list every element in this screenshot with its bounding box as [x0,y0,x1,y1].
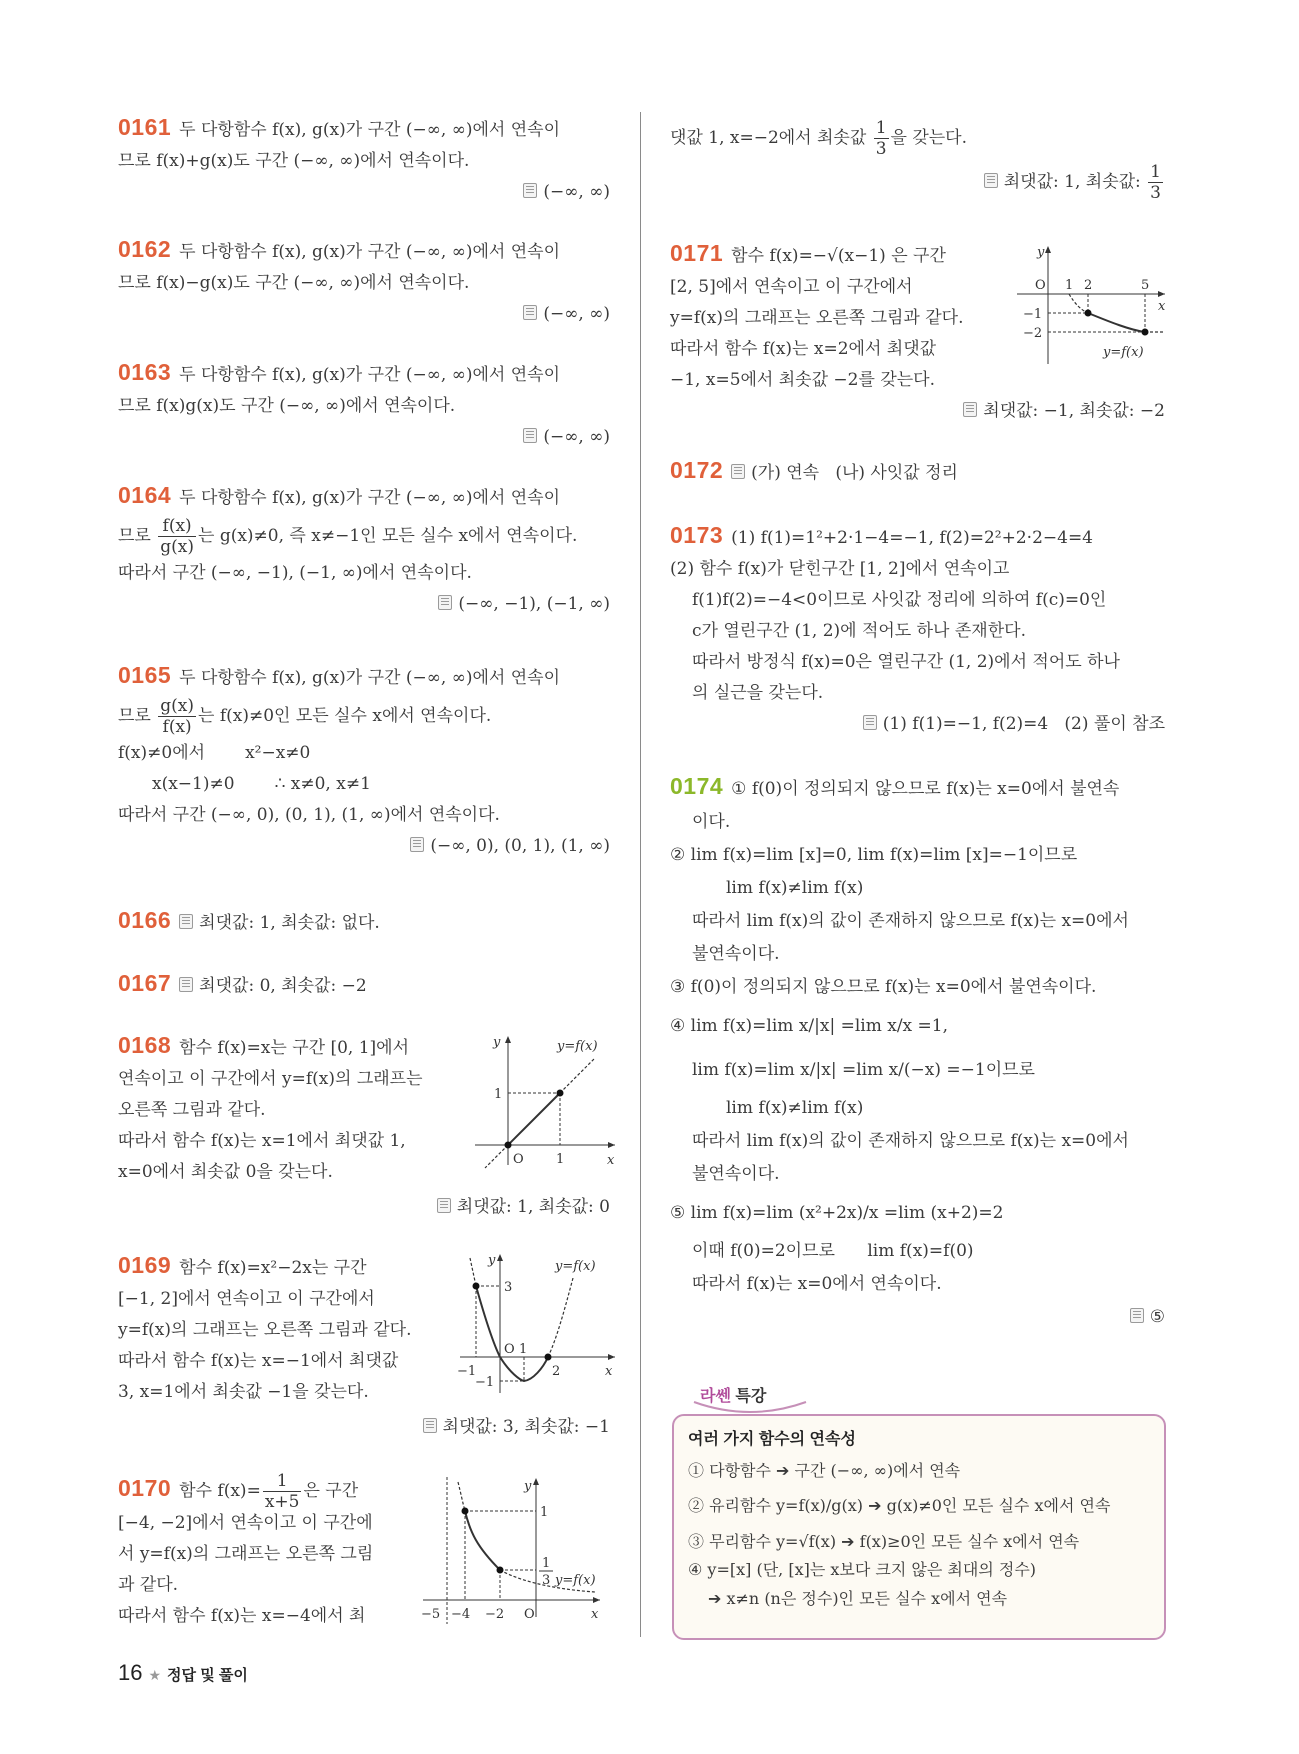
tip-item: ➔ x≠n (n은 정수)인 모든 실수 x에서 연속 [708,1589,1008,1608]
tip-item: ② 유리함수 y=f(x)/g(x) ➔ g(x)≠0인 모든 실수 x에서 연속 [688,1496,1111,1515]
solution-text: 과 같다. [118,1575,179,1595]
x-axis-label: x [1158,299,1166,314]
problem-number: 0161 [118,114,172,140]
answer-icon [963,402,977,417]
solution-text: 함수 f(x)=x는 구간 [0, 1]에서 [179,1038,410,1058]
answer [118,177,610,208]
answer-text: 최댓값: 0, 최솟값: −2 [199,976,367,996]
x-tick: 2 [1084,278,1093,293]
solution-text: (1) f(1)=1²+2·1−4=−1, f(2)=2²+2·2−4=4 [731,528,1094,548]
problem-number: 0171 [670,240,724,266]
answer-icon [423,1418,437,1433]
numerator: 1 [875,118,887,138]
denominator: f(x) [162,717,192,737]
answer [118,589,610,620]
star-icon: ★ [148,1667,162,1683]
answer-icon [179,977,193,992]
solution-text: 므로 [118,526,151,546]
y-tick: −2 [1023,326,1043,341]
tip-tag-brand: 라쎈 [700,1388,731,1405]
answer [118,299,610,330]
curve-label: y=f(x) [557,1039,598,1054]
answer [118,1412,610,1443]
solution-text: 따라서 lim f(x)의 값이 존재하지 않으므로 f(x)는 x=0에서 [692,1131,1129,1151]
tip-content [688,1424,1158,1614]
solution-text: 두 다항함수 f(x), g(x)가 구간 (−∞, ∞)에서 연속이 [179,120,561,140]
denominator: g(x) [160,537,194,557]
y-tick: 1 [540,1505,549,1520]
denominator: x+5 [264,1492,300,1512]
numerator: f(x) [158,516,196,537]
solution-text: x=0에서 최솟값 0을 갖는다. [118,1162,333,1182]
graph-0171 [1015,242,1185,367]
origin-label: O [504,1342,515,1357]
problem-0165 [118,660,610,862]
page-footer [118,1660,248,1686]
solution-text: lim f(x)≠lim f(x) [726,1098,864,1118]
solution-text: 을 갖는다. [890,128,968,148]
solution-text: 불연속이다. [692,944,780,964]
numerator: 1 [1150,162,1161,182]
answer-icon [523,305,537,320]
solution-text: 서 y=f(x)의 그래프는 오른쪽 그림 [118,1544,374,1564]
x-axis-label: x [605,1364,613,1379]
y-axis-label: y [488,1253,496,1268]
solution-text: 따라서 구간 (−∞, 0), (0, 1), (1, ∞)에서 연속이다. [118,805,500,825]
solution-text: ④ lim f(x)=lim x/|x| =lim x/x =1, [670,1016,949,1036]
solution-text: 따라서 함수 f(x)는 x=1에서 최댓값 1, [118,1131,406,1151]
solution-text: lim f(x)=lim x/|x| =lim x/(−x) =−1이므로 [692,1060,1035,1080]
tip-title: 여러 가지 함수의 연속성 [688,1431,856,1448]
problem-number: 0164 [118,482,172,508]
solution-text: 따라서 방정식 f(x)=0은 열린구간 (1, 2)에서 적어도 하나 [692,652,1120,672]
solution-text: 3, x=1에서 최솟값 −1을 갖는다. [118,1382,369,1402]
solution-text: x²−x≠0 [245,743,311,763]
solution-text: 따라서 함수 f(x)는 x=−1에서 최댓값 [118,1351,399,1371]
problem-0163 [118,357,610,453]
answer-icon [179,914,193,929]
problem-0167 [118,968,610,1002]
solution-text: 두 다항함수 f(x), g(x)가 구간 (−∞, ∞)에서 연속이 [179,242,561,262]
section-label: 정답 및 풀이 [167,1667,248,1684]
problem-number: 0173 [670,522,724,548]
graph-0168 [465,1030,620,1170]
solution-text: f(x)≠0에서 [118,743,206,763]
problem-0166 [118,905,610,939]
answer-text: ⑤ [1149,1307,1165,1327]
x-tick: 1 [556,1152,565,1167]
problem-number: 0163 [118,359,172,385]
curve-label: y=f(x) [1103,345,1144,360]
problem-0161 [118,112,610,208]
solution-text: −1, x=5에서 최솟값 −2를 갖는다. [670,370,935,390]
solution-text: 함수 f(x)=−√(x−1) 은 구간 [731,246,946,266]
answer-icon [523,183,537,198]
answer [118,1192,610,1223]
solution-text: ① f(0)이 정의되지 않으므로 f(x)는 x=0에서 불연속 [731,779,1120,799]
problem-number: 0172 [670,457,724,483]
y-tick: −1 [1023,307,1043,322]
solution-text: 따라서 lim f(x)의 값이 존재하지 않으므로 f(x)는 x=0에서 [692,911,1129,931]
solution-text: 므로 f(x)−g(x)도 구간 (−∞, ∞)에서 연속이다. [118,273,470,293]
solution-text: 므로 f(x)g(x)도 구간 (−∞, ∞)에서 연속이다. [118,396,456,416]
answer-text: (−∞, −1), (−1, ∞) [458,594,610,614]
solution-text: 따라서 함수 f(x)는 x=−4에서 최 [118,1606,366,1626]
x-tick: −5 [421,1607,441,1622]
problem-0174 [670,770,1165,1334]
answer-text: 최댓값: 1, 최솟값: 없다. [199,913,380,933]
problem-0173 [670,520,1165,740]
problem-number: 0162 [118,236,172,262]
problem-0162 [118,234,610,330]
y-tick: 1 [494,1087,503,1102]
column-divider [640,112,641,1637]
problem-number: 0170 [118,1475,172,1501]
answer-icon [863,715,877,730]
solution-text: 은 구간 [303,1481,359,1501]
solution-text: ③ f(0)이 정의되지 않으므로 f(x)는 x=0에서 불연속이다. [670,977,1097,997]
solution-text: 댓값 1, x=−2에서 최솟값 [670,128,867,148]
answer [670,1301,1165,1334]
tip-tag-label: 특강 [735,1388,767,1405]
problem-0170-continued [670,118,1165,203]
solution-text: ∴ x≠0, x≠1 [274,774,371,794]
solution-text: ② lim f(x)=lim [x]=0, lim f(x)=lim [x]=−1이므로 [670,845,1078,865]
x-tick: −4 [451,1607,471,1622]
solution-text: 므로 [118,706,151,726]
solution-text: 두 다항함수 f(x), g(x)가 구간 (−∞, ∞)에서 연속이 [179,488,561,508]
tip-item: ① 다항함수 ➔ 구간 (−∞, ∞)에서 연속 [688,1461,961,1480]
solution-text: 오른쪽 그림과 같다. [118,1100,266,1120]
solution-text: (2) 함수 f(x)가 닫힌구간 [1, 2]에서 연속이고 [670,559,1010,579]
solution-text: 함수 f(x)= [179,1481,261,1501]
solution-text: [−4, −2]에서 연속이고 이 구간에 [118,1513,373,1533]
answer [670,396,1165,427]
solution-text: 따라서 함수 f(x)는 x=2에서 최댓값 [670,339,937,359]
answer-icon [984,173,998,188]
x-tick: −2 [485,1607,505,1622]
solution-text: 불연속이다. [692,1164,780,1184]
answer-icon [1130,1308,1144,1323]
numerator: 1 [263,1471,302,1492]
y-axis-label: y [524,1479,532,1494]
y-tick: 1 [542,1556,551,1571]
fraction [874,118,889,159]
y-tick: 3 [542,1573,551,1588]
origin-label: O [513,1152,524,1167]
numerator: g(x) [160,696,194,716]
fraction [1148,162,1163,203]
answer-text: 최댓값: 1, 최솟값: [1003,172,1141,192]
answer-text: 최댓값: −1, 최솟값: −2 [983,401,1165,421]
solution-text: 는 g(x)≠0, 즉 x≠−1인 모든 실수 x에서 연속이다. [198,526,578,546]
y-tick: 3 [504,1280,513,1295]
x-tick: −1 [457,1364,477,1379]
solution-text: 는 f(x)≠0인 모든 실수 x에서 연속이다. [198,706,492,726]
y-axis-label: y [493,1035,501,1050]
x-tick: 1 [1065,278,1074,293]
problem-0172 [670,455,1165,489]
curve-label: y=f(x) [555,1259,596,1274]
solution-text: 므로 f(x)+g(x)도 구간 (−∞, ∞)에서 연속이다. [118,151,470,171]
answer-text: (가) 연속 (나) 사잇값 정리 [751,463,958,483]
answer [670,162,1165,203]
denominator: 3 [875,139,887,159]
answer-icon [438,595,452,610]
solution-text: [2, 5]에서 연속이고 이 구간에서 [670,277,913,297]
answer-text: 최댓값: 3, 최솟값: −1 [442,1417,610,1437]
solution-text: c가 열린구간 (1, 2)에 적어도 하나 존재한다. [692,621,1026,641]
solution-text: 두 다항함수 f(x), g(x)가 구간 (−∞, ∞)에서 연속이 [179,365,561,385]
answer [118,831,610,862]
solution-text: 이다. [692,812,731,832]
solution-text: [−1, 2]에서 연속이고 이 구간에서 [118,1289,375,1309]
solution-text: f(1)f(2)=−4<0이므로 사잇값 정리에 의하여 f(c)=0인 [692,590,1107,610]
x-tick: 5 [1141,278,1150,293]
problem-0164 [118,480,610,620]
solution-text: 따라서 구간 (−∞, −1), (−1, ∞)에서 연속이다. [118,563,472,583]
answer [118,422,610,453]
answer-icon [523,428,537,443]
answer-text: (−∞, ∞) [543,427,610,447]
y-axis-label: y [1037,245,1045,260]
solution-text: 이때 f(0)=2이므로 lim f(x)=f(0) [692,1241,974,1261]
solution-text: 연속이고 이 구간에서 y=f(x)의 그래프는 [118,1069,423,1089]
x-axis-label: x [607,1153,615,1168]
answer-text: (1) f(1)=−1, f(2)=4 (2) 풀이 참조 [882,714,1165,734]
answer-icon [731,464,745,479]
origin-label: O [524,1607,535,1622]
solution-text: 따라서 f(x)는 x=0에서 연속이다. [692,1274,942,1294]
solution-text: 두 다항함수 f(x), g(x)가 구간 (−∞, ∞)에서 연속이 [179,668,561,688]
x-axis-label: x [591,1607,599,1622]
problem-number: 0168 [118,1032,172,1058]
x-tick: 2 [552,1364,561,1379]
problem-number: 0165 [118,662,172,688]
curve-label: y=f(x) [555,1573,596,1588]
solution-text: lim f(x)≠lim f(x) [726,878,864,898]
answer-icon [410,837,424,852]
graph-0169 [455,1248,625,1398]
origin-label: O [1035,278,1046,293]
problem-number: 0166 [118,907,172,933]
fraction [158,696,196,737]
fraction [158,516,196,557]
problem-number: 0169 [118,1252,172,1278]
answer-text: 최댓값: 1, 최솟값: 0 [456,1197,610,1217]
answer-text: (−∞, ∞) [543,182,610,202]
solution-text: x(x−1)≠0 [152,774,235,794]
solution-text: 함수 f(x)=x²−2x는 구간 [179,1258,367,1278]
problem-number: 0174 [670,773,724,799]
page-number: 16 [118,1660,143,1685]
answer [670,709,1165,740]
solution-text: ⑤ lim f(x)=lim (x²+2x)/x =lim (x+2)=2 [670,1203,1004,1223]
y-tick: −1 [475,1375,495,1390]
fraction [263,1471,302,1512]
answer-icon [437,1198,451,1213]
solution-text: y=f(x)의 그래프는 오른쪽 그림과 같다. [118,1320,412,1340]
problem-number: 0167 [118,970,172,996]
graph-0170 [415,1472,625,1627]
answer-text: (−∞, 0), (0, 1), (1, ∞) [430,836,610,856]
solution-text: y=f(x)의 그래프는 오른쪽 그림과 같다. [670,308,964,328]
tip-item: ④ y=[x] (단, [x]는 x보다 크지 않은 최대의 정수) [688,1560,1037,1579]
x-tick: 1 [519,1342,528,1357]
tip-item: ③ 무리함수 y=√f(x) ➔ f(x)≥0인 모든 실수 x에서 연속 [688,1532,1080,1551]
solution-text: 의 실근을 갖는다. [692,683,824,703]
answer-text: (−∞, ∞) [543,304,610,324]
denominator: 3 [1150,183,1161,203]
